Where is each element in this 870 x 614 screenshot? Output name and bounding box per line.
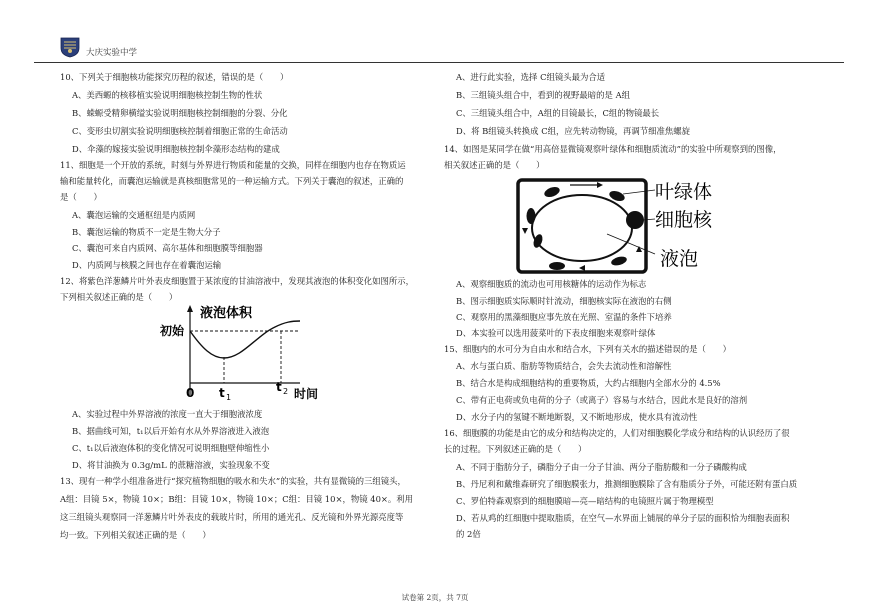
q16-option-d-line2: 的 2倍 xyxy=(456,529,481,539)
q11-option-c: C、囊泡可来自内质网、高尔基体和细胞膜等细胞器 xyxy=(72,243,263,253)
time-axis-label: 时间 xyxy=(294,387,319,401)
label-nucleus: 细胞核 xyxy=(655,209,713,231)
q13-option-a: A、进行此实验，选择 C组镜头最为合适 xyxy=(456,72,606,82)
flow-arrowhead xyxy=(522,228,528,234)
q15-option-a: A、水与蛋白质、脂肪等物质结合，会失去流动性和溶解性 xyxy=(456,361,672,371)
q14-option-c: C、观察用的黑藻细胞应事先放在光照、室温的条件下培养 xyxy=(456,312,672,322)
q11-stem-line1: 11、细胞是一个开放的系统，时刻与外界进行物质和能量的交换，同样在细胞内也存在物质运 xyxy=(60,160,406,170)
chloroplast xyxy=(549,262,565,270)
chloroplast xyxy=(610,255,628,267)
q15-option-c: C、带有正电荷或负电荷的分子（或离子）容易与水结合，因此水是良好的溶剂 xyxy=(456,395,748,405)
page-footer: 试卷第 2页，共 7页 xyxy=(401,593,469,602)
q16-option-b: B、丹尼利和戴维森研究了细胞膜张力，推测细胞膜除了含有脂质分子外，可能还附有蛋白质 xyxy=(456,479,798,489)
q12-option-c: C、t₁以后液泡体积的变化情况可说明细胞壁伸缩性小 xyxy=(72,443,270,453)
q10-stem: 10、下列关于细胞核功能探究历程的叙述，错误的是（ ） xyxy=(60,72,289,82)
q11-stem-line2: 输和能量转化，而囊泡运输就是真核细胞常见的一种运输方式。下列关于囊泡的叙述，正确的 xyxy=(60,176,404,186)
q13-stem-line2: A组：目镜 5×，物镜 10×；B组：目镜 10×，物镜 10×；C组：目镜 10×，物镜 40×。利用 xyxy=(60,494,414,504)
q15-option-d: D、水分子内的氢键不断地断裂，又不断地形成，使水具有流动性 xyxy=(456,412,698,422)
q11-option-a: A、囊泡运输的交通枢纽是内质网 xyxy=(72,210,196,220)
q16-stem-line2: 长的过程。下列叙述正确的是（ ） xyxy=(444,444,587,454)
q16-option-c: C、罗伯特森观察到的细胞膜暗—亮—暗结构的电镜照片属于物理模型 xyxy=(456,496,714,506)
q10-option-a: A、美西螈的核移植实验说明细胞核控制生物的性状 xyxy=(72,90,263,100)
chloroplast xyxy=(527,208,536,224)
q14-option-d: D、本实验可以选用菠菜叶的下表皮细胞来观察叶绿体 xyxy=(456,328,656,338)
q11-option-d: D、内质网与核膜之间也存在着囊泡运输 xyxy=(72,260,222,270)
y-axis-arrow xyxy=(187,305,193,312)
cell-diagram xyxy=(515,176,755,276)
pointer-chloroplast xyxy=(623,190,655,194)
q16-stem-line1: 16、细胞膜的功能是由它的成分和结构决定的，人们对细胞膜化学成分和结构的认识经历了很 xyxy=(444,428,790,438)
q11-option-b: B、囊泡运输的物质不一定是生物大分子 xyxy=(72,227,221,237)
q15-stem: 15、细胞内的水可分为自由水和结合水，下列有关水的描述错误的是（ ） xyxy=(444,344,732,354)
q12-option-b: B、据曲线可知，t₁以后开始有水从外界溶液进入液泡 xyxy=(72,426,270,436)
label-chloroplast: 叶绿体 xyxy=(655,181,713,203)
q10-option-c: C、变形虫切割实验说明细胞核控制着细胞正常的生命活动 xyxy=(72,126,288,136)
school-name: 大庆实验中学 xyxy=(86,48,138,58)
q13-stem-line4: 均一致。下列相关叙述正确的是（ ） xyxy=(60,530,211,540)
q10-option-d: D、伞藻的嫁接实验说明细胞核控制伞藻形态结构的建成 xyxy=(72,144,280,154)
q14-stem-line2: 相关叙述正确的是（ ） xyxy=(444,160,545,170)
q11-stem-line3: 是（ ） xyxy=(60,192,102,202)
q15-option-b: B、结合水是构成细胞结构的重要物质，大约占细胞内全部水分的 4.5% xyxy=(456,378,721,388)
q14-option-b: B、图示细胞质实际顺时针流动，细胞核实际在液泡的右侧 xyxy=(456,296,672,306)
school-logo-icon xyxy=(58,36,82,58)
q10-option-b: B、蝾螈受精卵横缢实验说明细胞核控制细胞的分裂、分化 xyxy=(72,108,288,118)
q13-option-d: D、将 B组镜头转换成 C组，应先转动物镜，再调节细准焦螺旋 xyxy=(456,126,690,136)
q12-stem-line1: 12、将紫色洋葱鳞片叶外表皮细胞置于某浓度的甘油溶液中，发现其液泡的体积变化如图所示， xyxy=(60,276,415,286)
label-vacuole: 液泡 xyxy=(660,248,699,270)
q12-option-a: A、实验过程中外界溶液的浓度一直大于细胞液浓度 xyxy=(72,409,263,419)
q12-option-d: D、将甘油换为 0.3g/mL 的蔗糖溶液，实验现象不变 xyxy=(72,460,270,470)
nucleus xyxy=(626,211,644,229)
volume-curve xyxy=(190,321,300,358)
q16-option-a: A、不同于脂肪分子，磷脂分子由一分子甘油、两分子脂肪酸和一分子磷酸构成 xyxy=(456,462,747,472)
q13-option-b: B、三组镜头组合中，看到的视野最暗的是 A组 xyxy=(456,90,630,100)
t2-subscript: 2 xyxy=(283,387,289,396)
origin-label: 0 xyxy=(186,386,195,400)
flow-arrowhead xyxy=(579,265,585,271)
q14-stem-line1: 14、如图是某同学在做“用高倍显微镜观察叶绿体和细胞质流动”的实验中所观察到的图像， xyxy=(444,144,782,154)
q13-stem-line1: 13、现有一种学小组准备进行“探究植物细胞的吸水和失水”的实验，共有显微镜的三组镜头， xyxy=(60,476,406,486)
vacuole-membrane xyxy=(532,195,632,261)
t2-label: t xyxy=(276,380,282,394)
page-header xyxy=(34,36,844,63)
t1-label: t xyxy=(219,386,225,400)
q13-stem-line3: 这三组镜头观察同一洋葱鳞片叶外表皮的载玻片时，所用的通光孔、反光镜和外界光源亮度等 xyxy=(60,512,404,522)
flow-arrowhead xyxy=(597,182,603,188)
q14-option-a: A、观察细胞质的流动也可用核糖体的运动作为标志 xyxy=(456,279,647,289)
chloroplast xyxy=(543,185,561,199)
q12-stem-line2: 下列相关叙述正确的是（ ） xyxy=(60,292,178,302)
graph-initial-label: 初始 xyxy=(160,324,185,338)
q16-option-d-line1: D、若从鸡的红细胞中提取脂质，在空气—水界面上铺展的单分子层的面积恰为细胞表面积 xyxy=(456,513,790,523)
vacuole-volume-graph xyxy=(150,300,340,408)
flow-arrowhead xyxy=(636,246,642,252)
t1-subscript: 1 xyxy=(226,393,232,402)
q13-option-c: C、三组镜头组合中，A组的目镜最长，C组的物镜最长 xyxy=(456,108,660,118)
graph-title: 液泡体积 xyxy=(200,306,253,321)
